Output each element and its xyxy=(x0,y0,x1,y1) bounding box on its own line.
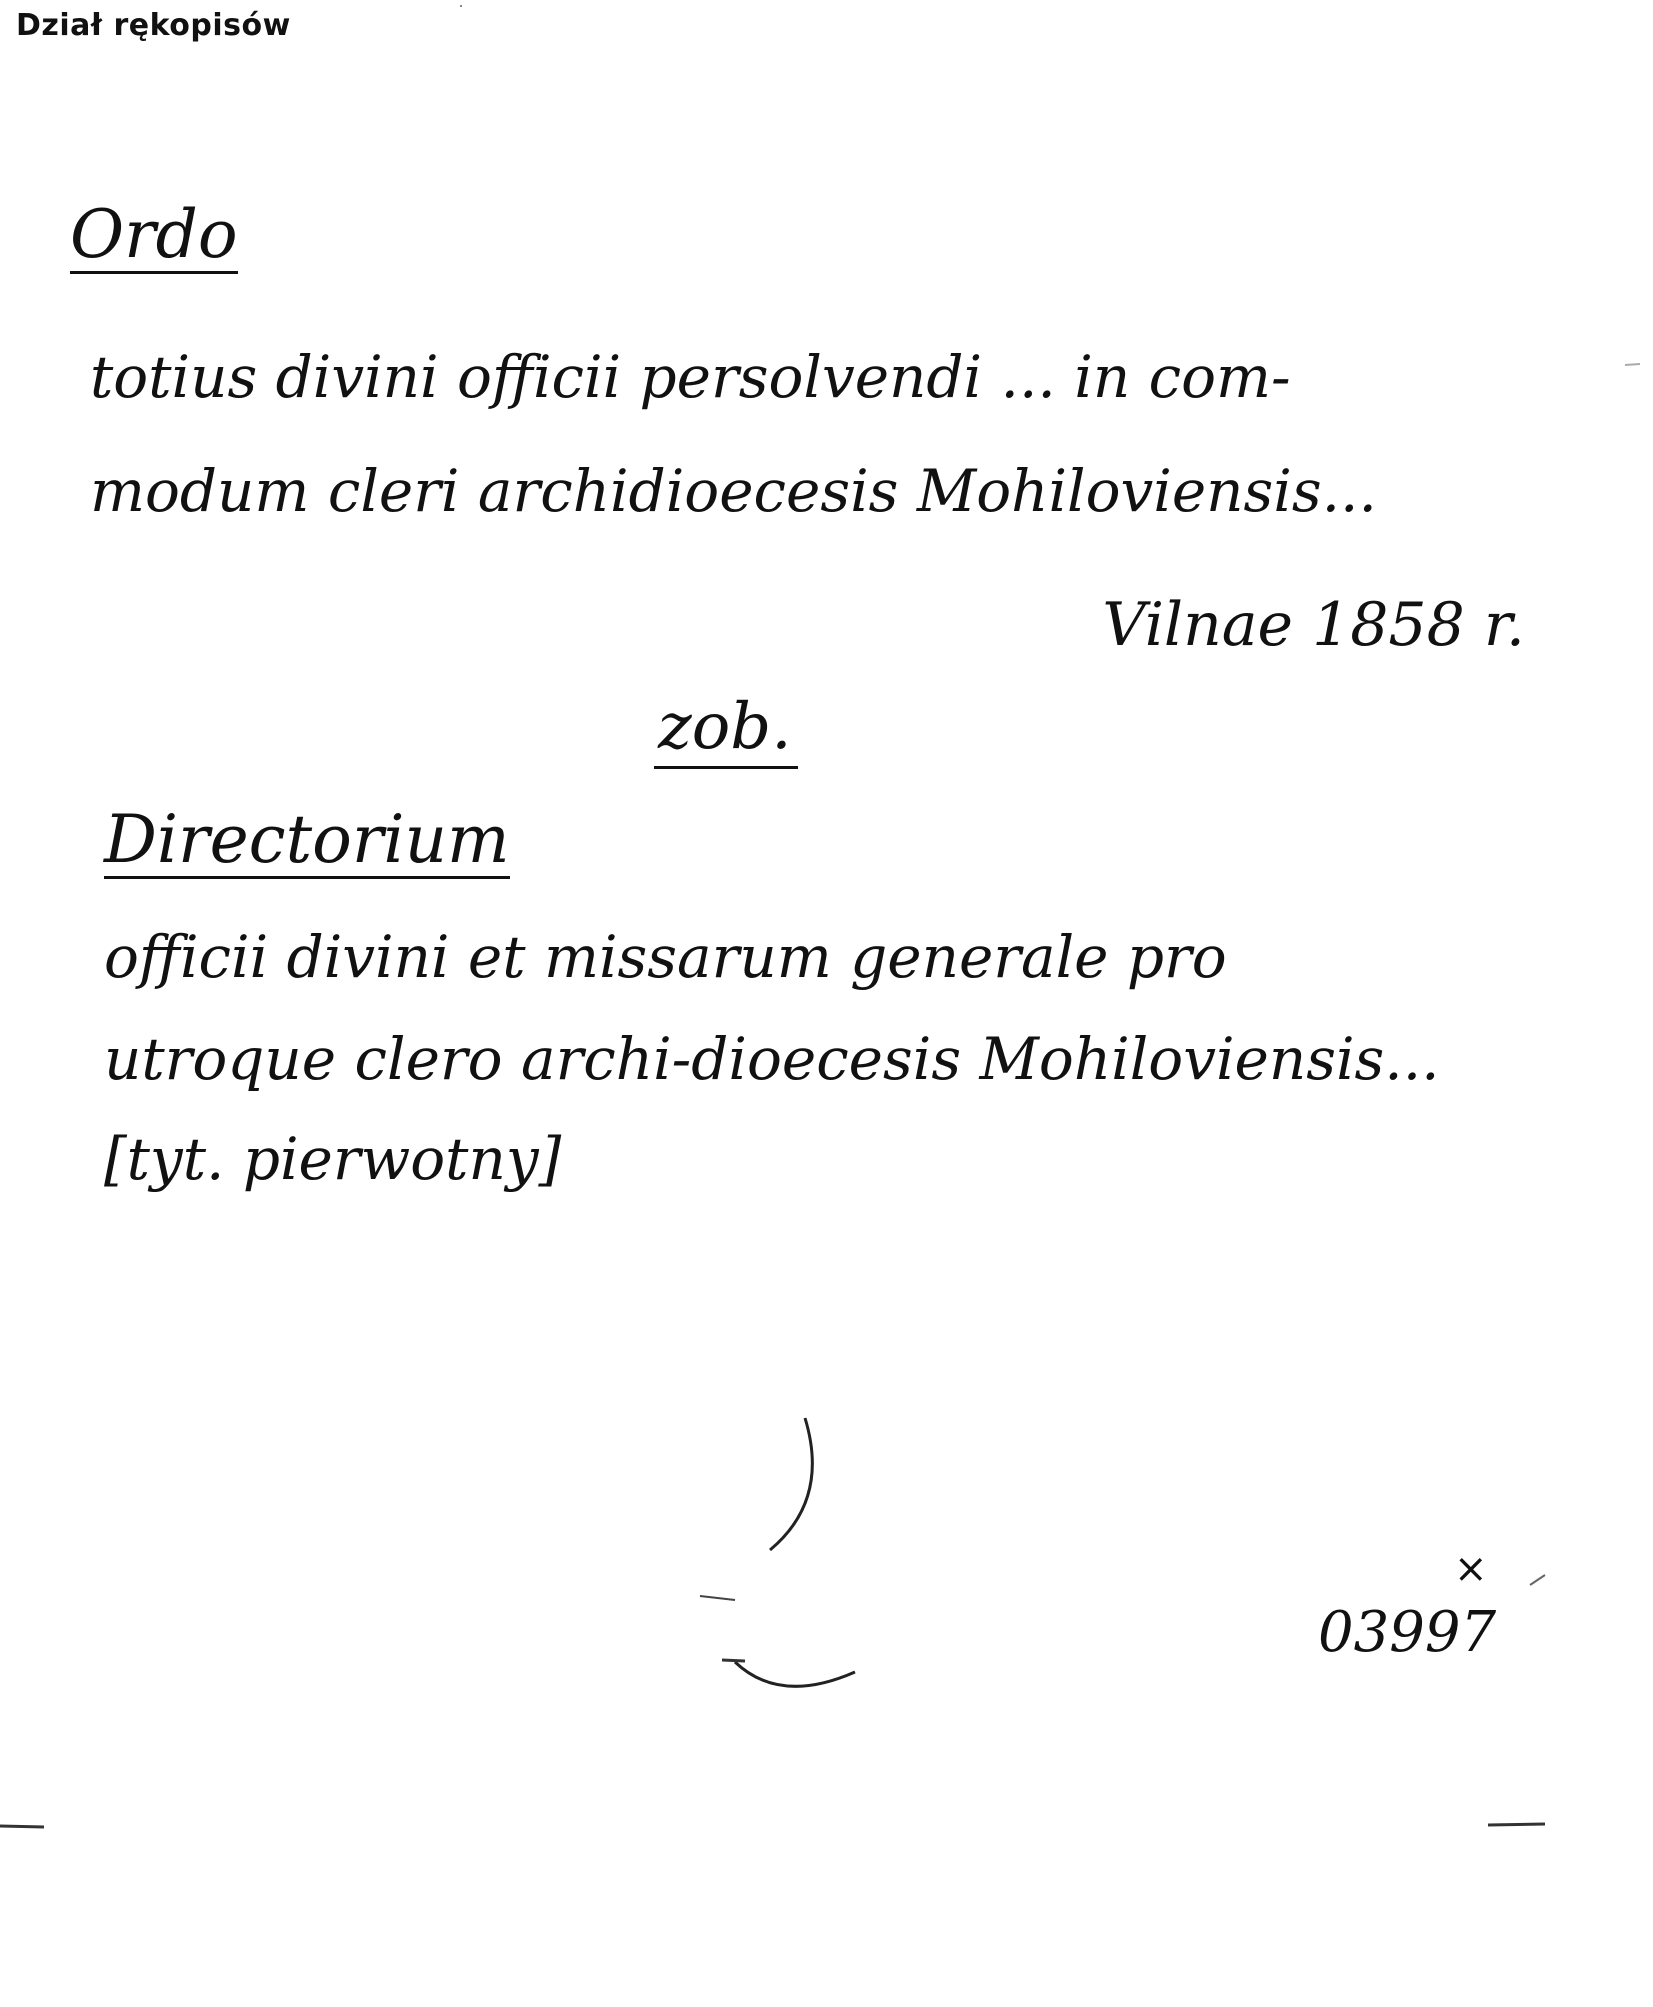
cross-reference: zob. xyxy=(654,690,798,769)
entry-line: totius divini officii persolvendi ... in com- xyxy=(90,343,1291,411)
stray-stroke-curve xyxy=(735,1662,855,1686)
entry-heading-directorium: Directorium xyxy=(104,801,510,878)
stray-stroke-arc xyxy=(770,1418,812,1550)
edge-mark-left xyxy=(0,1826,44,1827)
edge-mark-right xyxy=(1488,1824,1545,1825)
call-number: 03997 xyxy=(1318,1600,1497,1665)
entry-line: modum cleri archidioecesis Mohiloviensis... xyxy=(90,457,1377,525)
entry-heading-ordo: Ordo xyxy=(70,196,238,273)
stray-stroke-tiny xyxy=(1530,1575,1545,1585)
stray-stroke-tick xyxy=(700,1596,735,1600)
imprint-line: Vilnae 1858 r. xyxy=(1102,590,1525,660)
check-mark: × xyxy=(1454,1546,1488,1592)
side-dots xyxy=(1625,364,1640,365)
stray-stroke-dash xyxy=(722,1660,745,1661)
entry-line: officii divini et missarum generale pro xyxy=(104,923,1227,991)
entry-line: utroque clero archi-dioecesis Mohiloviensis... xyxy=(104,1025,1440,1093)
stamp-label: Dział rękopisów xyxy=(16,8,291,43)
entry-note: [tyt. pierwotny] xyxy=(104,1125,562,1193)
